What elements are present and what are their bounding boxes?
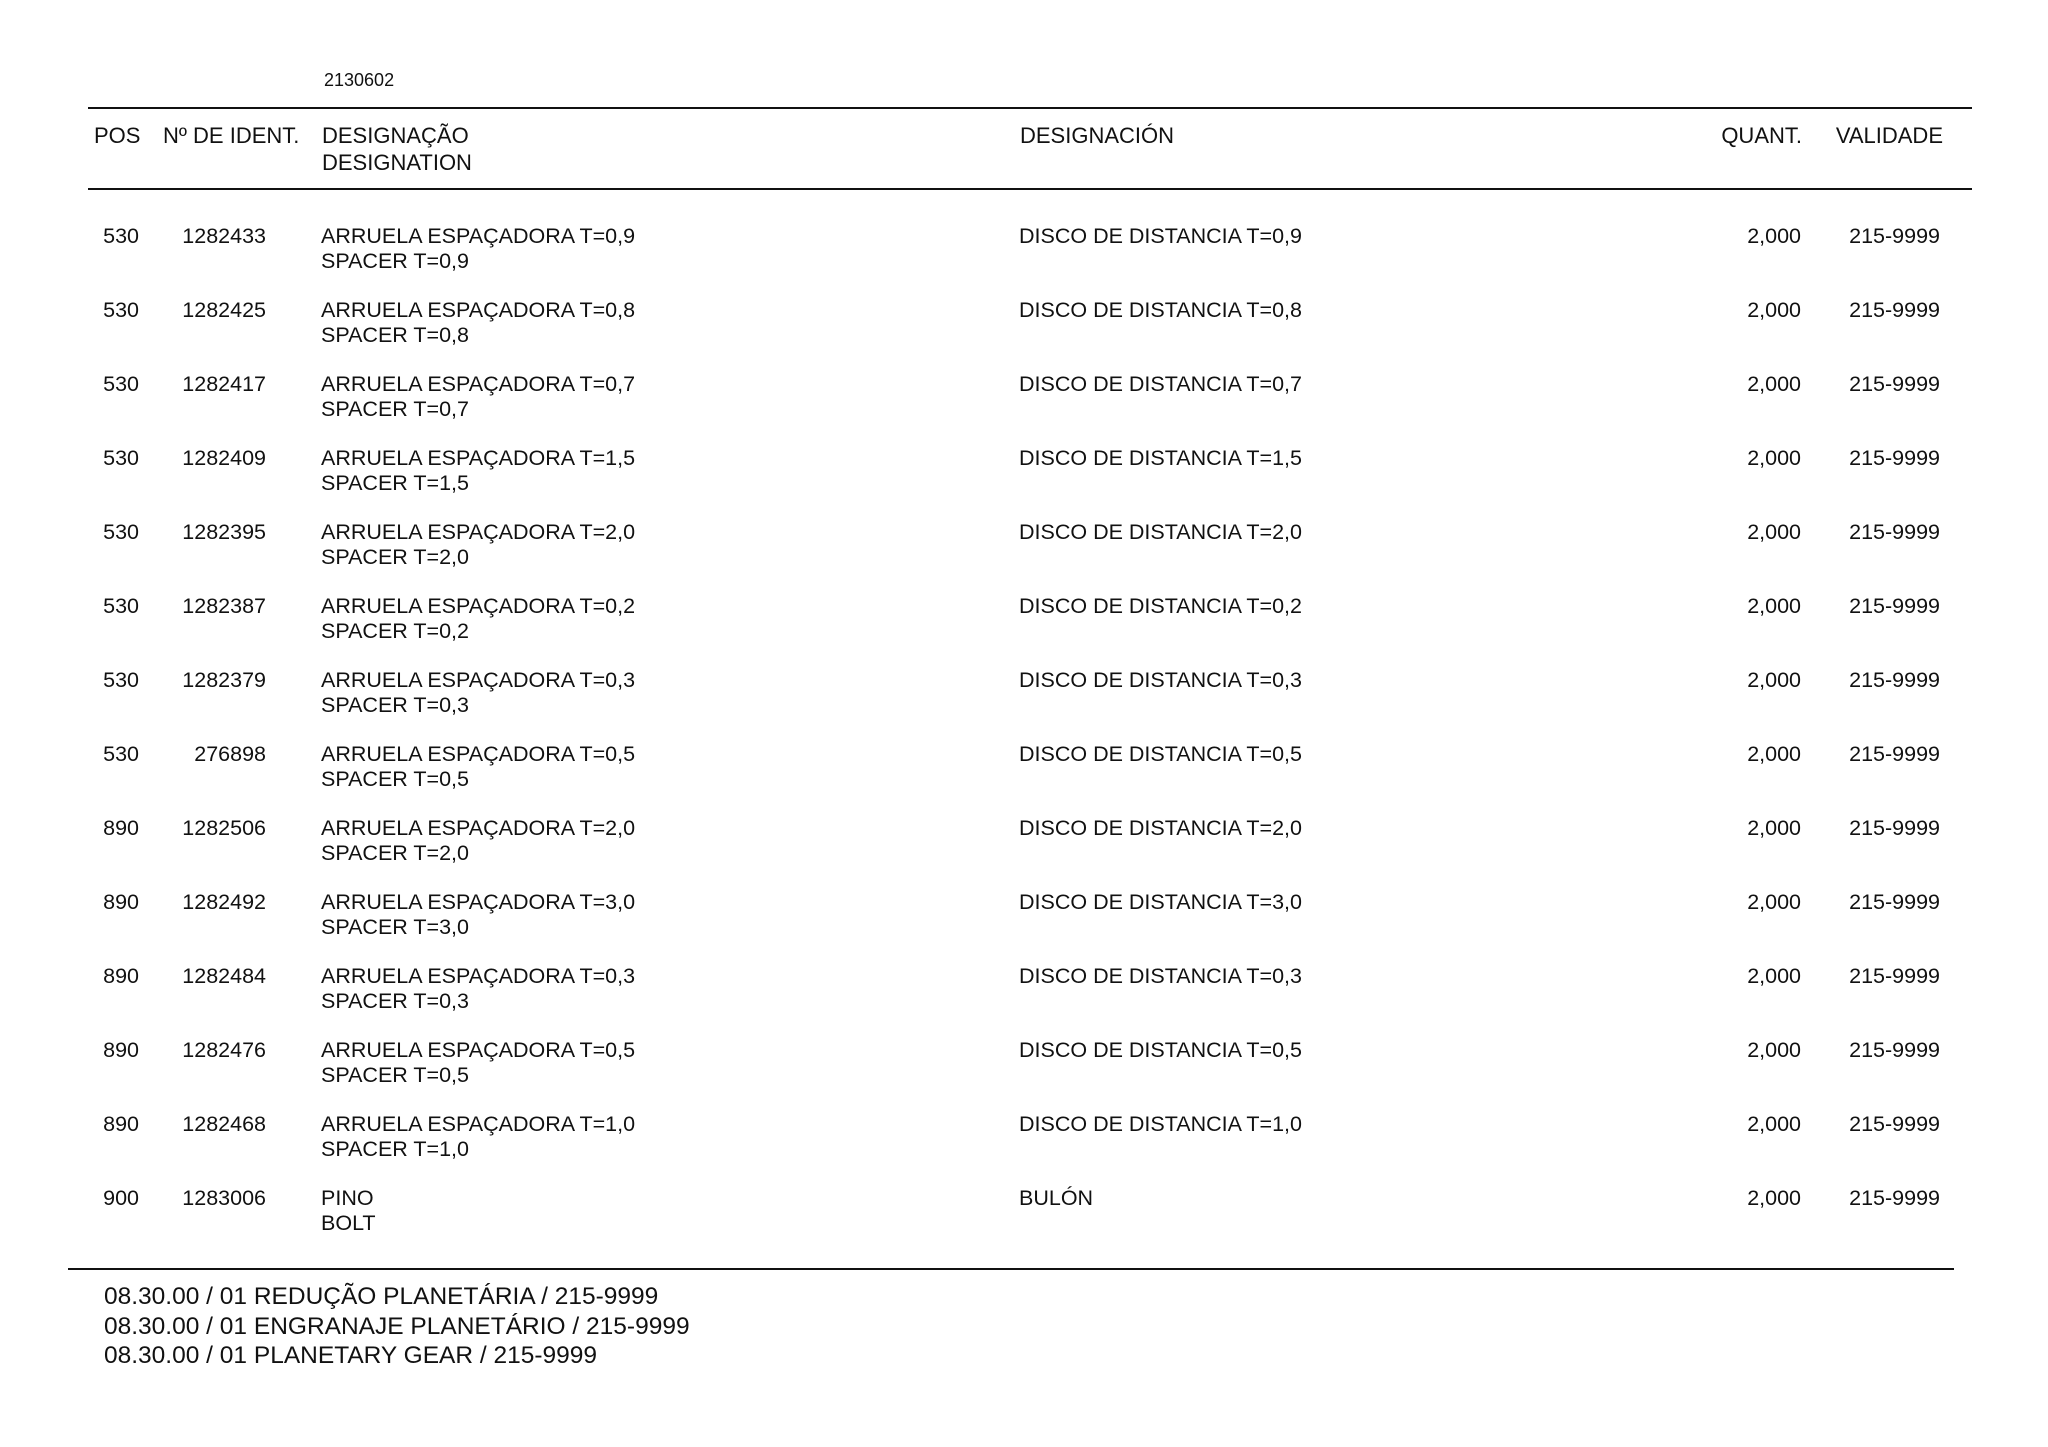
row-quant: 2,000 (1747, 594, 1801, 618)
row-designation-es: DISCO DE DISTANCIA T=0,3 (1019, 668, 1302, 692)
table-row (0, 816, 2048, 890)
row-designation-es: DISCO DE DISTANCIA T=2,0 (1019, 520, 1302, 544)
column-header-quant: QUANT. (1721, 123, 1802, 148)
row-designation-en: SPACER T=0,3 (321, 692, 469, 717)
row-ident: 1282425 (182, 298, 266, 322)
row-designation-en: SPACER T=1,0 (321, 1136, 469, 1161)
row-designation-pt: ARRUELA ESPAÇADORA T=1,0 (321, 1112, 636, 1136)
row-designation-pt: ARRUELA ESPAÇADORA T=0,3 (321, 964, 636, 988)
table-row (0, 1112, 2048, 1186)
row-designation-pt: ARRUELA ESPAÇADORA T=3,0 (321, 890, 636, 914)
row-designation (321, 372, 635, 421)
row-pos: 530 (103, 298, 139, 322)
column-header-ident: Nº DE IDENT. (163, 123, 300, 148)
row-designation-en: SPACER T=2,0 (321, 544, 469, 569)
row-designation-en: SPACER T=1,5 (321, 470, 469, 495)
row-designation-es: DISCO DE DISTANCIA T=0,8 (1019, 298, 1302, 322)
column-header-validade: VALIDADE (1835, 123, 1943, 148)
row-pos: 530 (103, 594, 139, 618)
row-validade: 215-9999 (1849, 594, 1940, 618)
row-designation-es: DISCO DE DISTANCIA T=0,7 (1019, 372, 1302, 396)
row-validade: 215-9999 (1849, 890, 1940, 914)
assembly-footer (104, 1282, 690, 1371)
row-validade: 215-9999 (1849, 964, 1940, 988)
row-ident: 1282506 (182, 816, 266, 840)
row-designation-es: DISCO DE DISTANCIA T=2,0 (1019, 816, 1302, 840)
row-designation-pt: ARRUELA ESPAÇADORA T=2,0 (321, 816, 636, 840)
row-designation (321, 742, 635, 791)
table-row (0, 224, 2048, 298)
column-header-designation (322, 122, 472, 176)
row-ident: 1282387 (182, 594, 266, 618)
row-designation (321, 446, 635, 495)
row-designation-es: DISCO DE DISTANCIA T=1,0 (1019, 1112, 1302, 1136)
table-row (0, 446, 2048, 520)
row-designation-en: SPACER T=0,2 (321, 618, 469, 643)
row-designation-pt: PINO (321, 1186, 374, 1210)
row-pos: 530 (103, 742, 139, 766)
row-ident: 1282476 (182, 1038, 266, 1062)
row-designation-pt: ARRUELA ESPAÇADORA T=0,5 (321, 742, 636, 766)
row-designation (321, 520, 635, 569)
row-quant: 2,000 (1747, 1038, 1801, 1062)
row-designation-pt: ARRUELA ESPAÇADORA T=2,0 (321, 520, 636, 544)
row-pos: 890 (103, 1038, 139, 1062)
footer-line-en: 08.30.00 / 01 PLANETARY GEAR / 215-9999 (104, 1342, 598, 1369)
row-pos: 530 (103, 446, 139, 470)
row-validade: 215-9999 (1849, 372, 1940, 396)
row-quant: 2,000 (1747, 816, 1801, 840)
column-header-pos: POS (94, 123, 141, 148)
row-ident: 1283006 (182, 1186, 266, 1210)
row-designation-es: DISCO DE DISTANCIA T=0,5 (1019, 1038, 1302, 1062)
row-validade: 215-9999 (1849, 520, 1940, 544)
row-ident: 1282409 (182, 446, 266, 470)
row-designation (321, 964, 635, 1013)
row-quant: 2,000 (1747, 964, 1801, 988)
row-quant: 2,000 (1747, 520, 1801, 544)
row-designation (321, 816, 635, 865)
header-top-rule (88, 107, 1972, 109)
row-designation (321, 890, 635, 939)
table-bottom-rule (68, 1268, 1954, 1270)
row-validade: 215-9999 (1849, 668, 1940, 692)
row-designation-en: SPACER T=3,0 (321, 914, 469, 939)
row-quant: 2,000 (1747, 742, 1801, 766)
column-header-designation-en: DESIGNATION (322, 150, 472, 175)
row-ident: 1282395 (182, 520, 266, 544)
row-validade: 215-9999 (1849, 224, 1940, 248)
row-designation-en: BOLT (321, 1210, 376, 1235)
row-validade: 215-9999 (1849, 1112, 1940, 1136)
row-designation-en: SPACER T=0,8 (321, 322, 469, 347)
row-validade: 215-9999 (1849, 1038, 1940, 1062)
table-row (0, 964, 2048, 1038)
column-header-designacao: DESIGNAÇÃO (322, 123, 469, 148)
table-row (0, 520, 2048, 594)
row-pos: 890 (103, 1112, 139, 1136)
row-designation-en: SPACER T=0,7 (321, 396, 469, 421)
header-bottom-rule (88, 188, 1972, 190)
row-designation (321, 668, 635, 717)
table-row (0, 668, 2048, 742)
row-designation (321, 298, 635, 347)
row-ident: 1282468 (182, 1112, 266, 1136)
table-row (0, 742, 2048, 816)
row-designation-pt: ARRUELA ESPAÇADORA T=1,5 (321, 446, 636, 470)
row-designation (321, 224, 635, 273)
row-designation-es: DISCO DE DISTANCIA T=0,3 (1019, 964, 1302, 988)
row-designation-es: DISCO DE DISTANCIA T=0,9 (1019, 224, 1302, 248)
row-designation (321, 1112, 635, 1161)
row-pos: 890 (103, 816, 139, 840)
table-row (0, 1186, 2048, 1260)
row-quant: 2,000 (1747, 1112, 1801, 1136)
table-row (0, 890, 2048, 964)
row-ident: 276898 (194, 742, 266, 766)
row-pos: 890 (103, 890, 139, 914)
row-designation (321, 1186, 376, 1235)
row-validade: 215-9999 (1849, 1186, 1940, 1210)
row-ident: 1282417 (182, 372, 266, 396)
row-designation-pt: ARRUELA ESPAÇADORA T=0,7 (321, 372, 636, 396)
row-quant: 2,000 (1747, 1186, 1801, 1210)
row-designation-pt: ARRUELA ESPAÇADORA T=0,2 (321, 594, 636, 618)
row-designation-es: DISCO DE DISTANCIA T=0,2 (1019, 594, 1302, 618)
row-designation-en: SPACER T=0,5 (321, 1062, 469, 1087)
footer-line-es: 08.30.00 / 01 ENGRANAJE PLANETÁRIO / 215-9999 (104, 1312, 690, 1340)
table-row (0, 298, 2048, 372)
row-ident: 1282484 (182, 964, 266, 988)
table-row (0, 372, 2048, 446)
column-header-designacion: DESIGNACIÓN (1020, 123, 1175, 148)
footer-line-pt: 08.30.00 / 01 REDUÇÃO PLANETÁRIA / 215-9999 (104, 1283, 659, 1310)
row-ident: 1282492 (182, 890, 266, 914)
parts-table-body (0, 224, 2048, 1260)
document-code: 2130602 (324, 70, 395, 90)
row-quant: 2,000 (1747, 224, 1801, 248)
row-designation-pt: ARRUELA ESPAÇADORA T=0,3 (321, 668, 636, 692)
row-ident: 1282379 (182, 668, 266, 692)
row-designation (321, 1038, 635, 1087)
row-designation-en: SPACER T=0,9 (321, 248, 469, 273)
row-pos: 530 (103, 372, 139, 396)
row-designation-es: BULÓN (1019, 1186, 1094, 1210)
row-designation-en: SPACER T=0,5 (321, 766, 469, 791)
row-designation (321, 594, 635, 643)
row-designation-en: SPACER T=2,0 (321, 840, 469, 865)
row-designation-pt: ARRUELA ESPAÇADORA T=0,5 (321, 1038, 636, 1062)
row-quant: 2,000 (1747, 668, 1801, 692)
row-ident: 1282433 (182, 224, 266, 248)
row-validade: 215-9999 (1849, 298, 1940, 322)
row-pos: 530 (103, 668, 139, 692)
row-validade: 215-9999 (1849, 742, 1940, 766)
row-pos: 890 (103, 964, 139, 988)
row-designation-es: DISCO DE DISTANCIA T=0,5 (1019, 742, 1302, 766)
table-row (0, 594, 2048, 668)
row-quant: 2,000 (1747, 372, 1801, 396)
row-quant: 2,000 (1747, 298, 1801, 322)
row-quant: 2,000 (1747, 890, 1801, 914)
row-validade: 215-9999 (1849, 816, 1940, 840)
row-validade: 215-9999 (1849, 446, 1940, 470)
table-row (0, 1038, 2048, 1112)
row-designation-en: SPACER T=0,3 (321, 988, 469, 1013)
row-pos: 530 (103, 520, 139, 544)
row-designation-es: DISCO DE DISTANCIA T=3,0 (1019, 890, 1302, 914)
row-designation-es: DISCO DE DISTANCIA T=1,5 (1019, 446, 1302, 470)
row-designation-pt: ARRUELA ESPAÇADORA T=0,9 (321, 224, 636, 248)
row-pos: 530 (103, 224, 139, 248)
row-quant: 2,000 (1747, 446, 1801, 470)
row-designation-pt: ARRUELA ESPAÇADORA T=0,8 (321, 298, 636, 322)
row-pos: 900 (103, 1186, 139, 1210)
